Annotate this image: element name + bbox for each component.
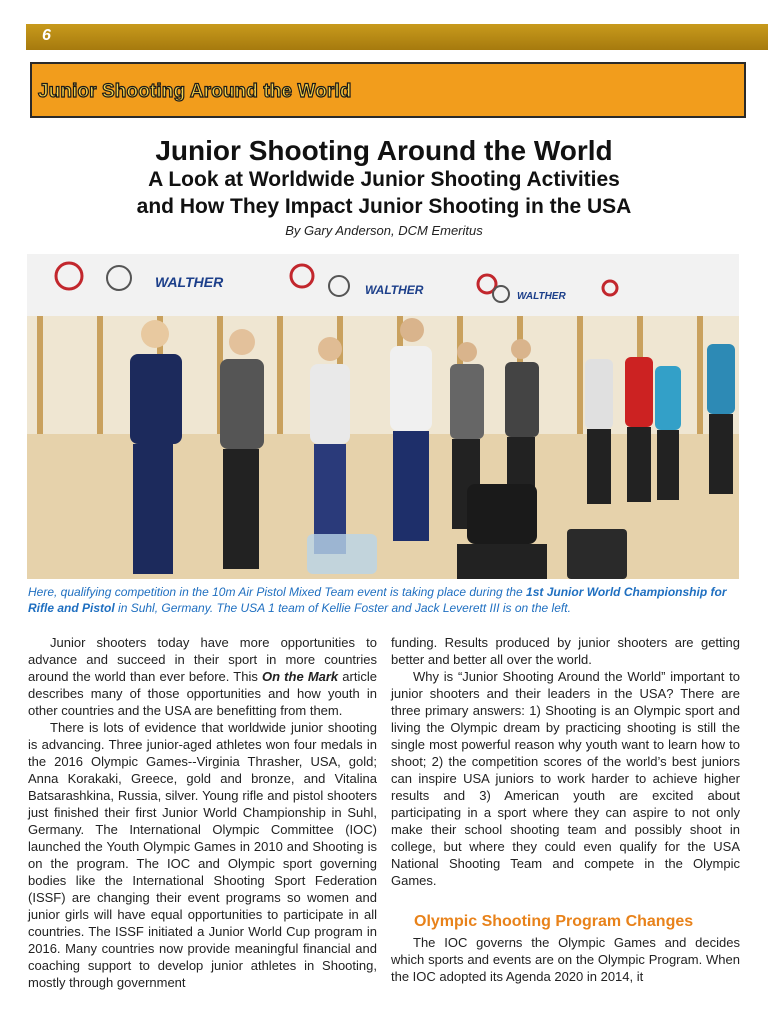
article-subtitle-line1: A Look at Worldwide Junior Shooting Activities [148, 168, 620, 191]
paragraph-text: Junior shooters today have more opportunities to advance and succeed in their sport in more countries around the world than ever before. This [28, 635, 377, 684]
paragraph: There is lots of evidence that worldwide junior shooting is advancing. Three junior-aged athletes won four medals in the 2016 Olympic Games--Virginia Thrasher, USA, gold; Anna Korakaki, Greece, gold and bronze, and Vitalina Batsarashkina, Russia, silver. Young rifle and pistol shooters just finished their first Junior World Championship in Suhl, Germany. The International Olympic Committee (IOC) launched the Youth Olympic Games in 2010 and Shooting is on the program. The IOC and Olympic sport governing bodies like the International Shooting Sport Federation (ISSF) are changing their event programs so women and junior girls will have equal opportunities to participate in all countries. The ISSF initiated a Junior World Cup program in 2016. Many countries now provide meaningful financial and coaching support to develop junior athletes in Shooting, mostly through government [28, 720, 377, 990]
article-subtitle-line2: and How They Impact Junior Shooting in the USA [136, 195, 632, 218]
section-banner-title: Junior Shooting Around the World [38, 81, 352, 102]
subsection-heading: Olympic Shooting Program Changes [414, 913, 694, 930]
svg-text:WALTHER: WALTHER [155, 274, 224, 290]
paragraph: The IOC governs the Olympic Games and decides which sports and events are on the Olympic Program. When the IOC adopted its Agenda 2020 in 2014, it [391, 935, 740, 984]
caption-event-name: 1st Junior World Championship for Rifle and Pistol [28, 585, 727, 615]
magazine-title: On the Mark [261, 669, 339, 684]
svg-text:WALTHER: WALTHER [365, 283, 424, 297]
article-title: Junior Shooting Around the World [155, 135, 613, 166]
photo-caption [28, 584, 742, 616]
paragraph: funding. Results produced by junior shooters are getting better and better all over the world. [391, 635, 740, 667]
caption-text-2: in Suhl, Germany. The USA 1 team of Kellie Foster and Jack Leverett III is on the left. [114, 601, 571, 615]
article-byline: By Gary Anderson, DCM Emeritus [285, 223, 483, 238]
page-header-bar [26, 24, 768, 50]
paragraph-text: article describes many of those opportunities and how youth in other countries and the USA are benefitting from them. [28, 669, 377, 718]
paragraph: Why is “Junior Shooting Around the World” important to junior shooters and their leaders in the USA? There are three primary answers: 1) Shooting is an Olympic sport and living the Olympic dream by practicing shooting is still the single most powerful reason why youth want to learn how to shoot; 2) the competition scores of the world’s best juniors can inspire USA juniors to work harder to achieve higher results and 3) American youth are excited about participating in a sport where they can aspire to not only make their school shooting team and possibly shoot in college, but where they could even qualify for the USA National Shooting Team and compete in the Olympic Games. [391, 669, 740, 888]
svg-text:WALTHER: WALTHER [517, 291, 566, 302]
body-column-right [391, 634, 740, 889]
body-column-right-continued [391, 934, 740, 985]
body-column-left [28, 634, 377, 991]
paragraph [28, 634, 377, 719]
section-banner [30, 62, 746, 118]
page-number: 6 [42, 27, 51, 44]
competition-photo [27, 254, 739, 579]
caption-text-1: Here, qualifying competition in the 10m Air Pistol Mixed Team event is taking place during the [28, 585, 527, 599]
